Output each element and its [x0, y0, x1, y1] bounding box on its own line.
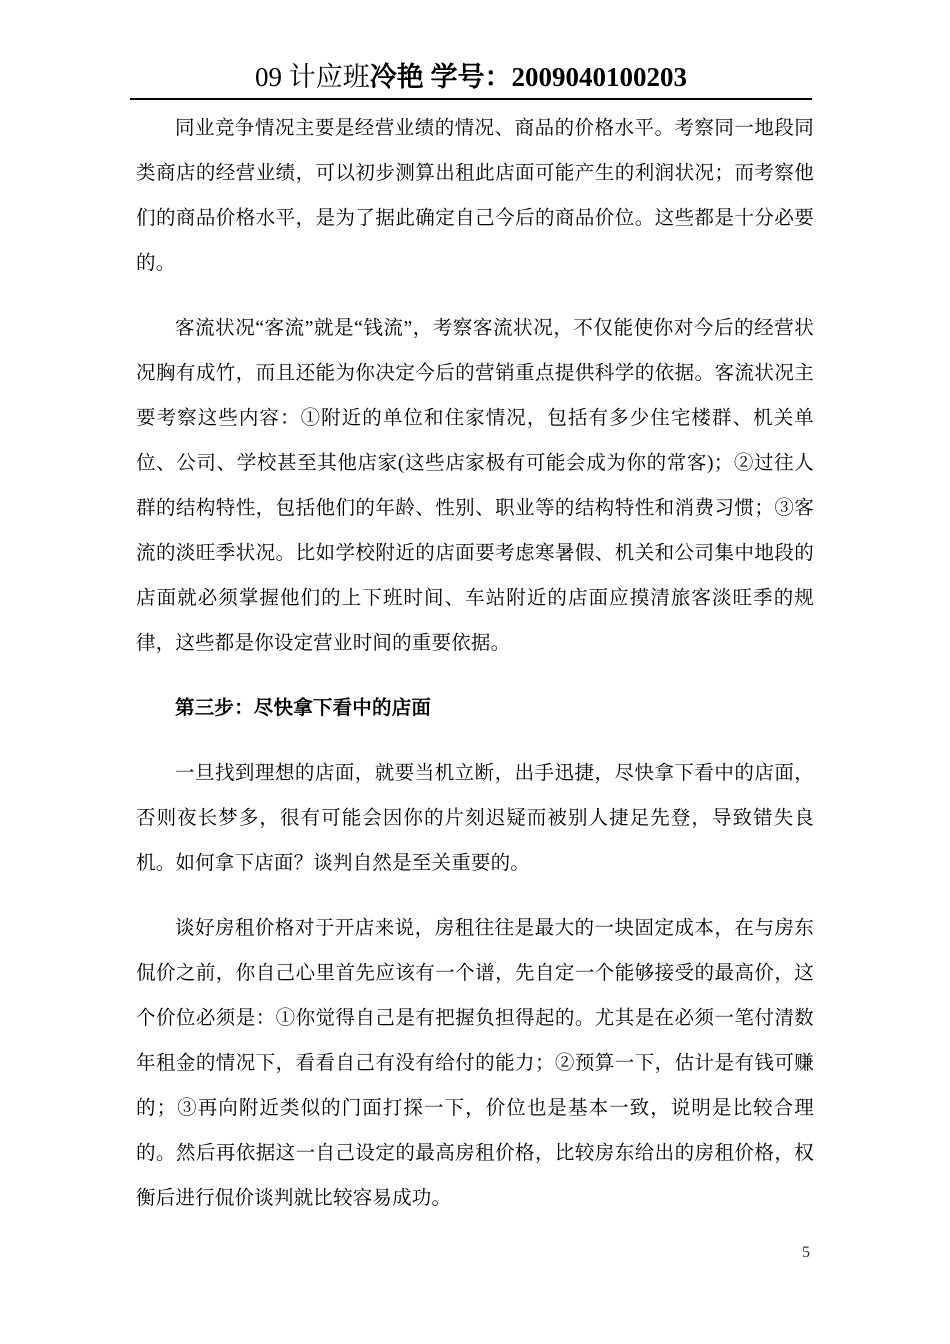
page-header [130, 60, 812, 100]
page-number: 5 [802, 1244, 810, 1261]
paragraph-rent-negotiation: 谈好房租价格对于开店来说，房租往往是最大的一块固定成本，在与房东侃价之前，你自己心里首先应该有一个谱，先自定一个能够接受的最高价，这个价位必须是：①你觉得自己是有把握负担得起的。尤其是在必须一笔付清数年租金的情况下，看看自己有没有给付的能力；②预算一下，估计是有钱可赚的；③再向附近类似的门面打探一下，价位也是基本一致，说明是比较合理的。然后再依据这一自己设定的最高房租价格，比较房东给出的房租价格，权衡后进行侃价谈判就比较容易成功。 [136, 918, 814, 1209]
header-class-label: 09 计应班 [255, 62, 370, 92]
header-student-info: 冷艳 学号：2009040100203 [369, 62, 687, 92]
heading-step-three: 第三步：尽快拿下看中的店面 [175, 698, 432, 719]
paragraph-customer-flow: 客流状况“客流”就是“钱流”，考察客流状况，不仅能使你对今后的经营状况胸有成竹，而且还能为你决定今后的营销重点提供科学的依据。客流状况主要考察这些内容：①附近的单位和住家情况，包括有多少住宅楼群、机关单位、公司、学校甚至其他店家(这些店家极有可能会成为你的常客)；②过往人群的结构特性，包括他们的年龄、性别、职业等的结构特性和消费习惯；③客流的淡旺季状况。比如学校附近的店面要考虑寒暑假、机关和公司集中地段的店面就必须掌握他们的上下班时间、车站附近的店面应摸清旅客淡旺季的规律，这些都是你设定营业时间的重要依据。 [136, 318, 814, 654]
paragraph-seize-shop: 一旦找到理想的店面，就要当机立断，出手迅捷，尽快拿下看中的店面，否则夜长梦多，很有可能会因你的片刻迟疑而被别人捷足先登，导致错失良机。如何拿下店面？谈判自然是至关重要的。 [136, 763, 814, 874]
document-body [136, 106, 814, 1221]
paragraph-competition-analysis: 同业竞争情况主要是经营业绩的情况、商品的价格水平。考察同一地段同类商店的经营业绩，可以初步测算出租此店面可能产生的利润状况；而考察他们的商品价格水平，是为了据此确定自己今后的商品价位。这些都是十分必要的。 [136, 118, 814, 274]
